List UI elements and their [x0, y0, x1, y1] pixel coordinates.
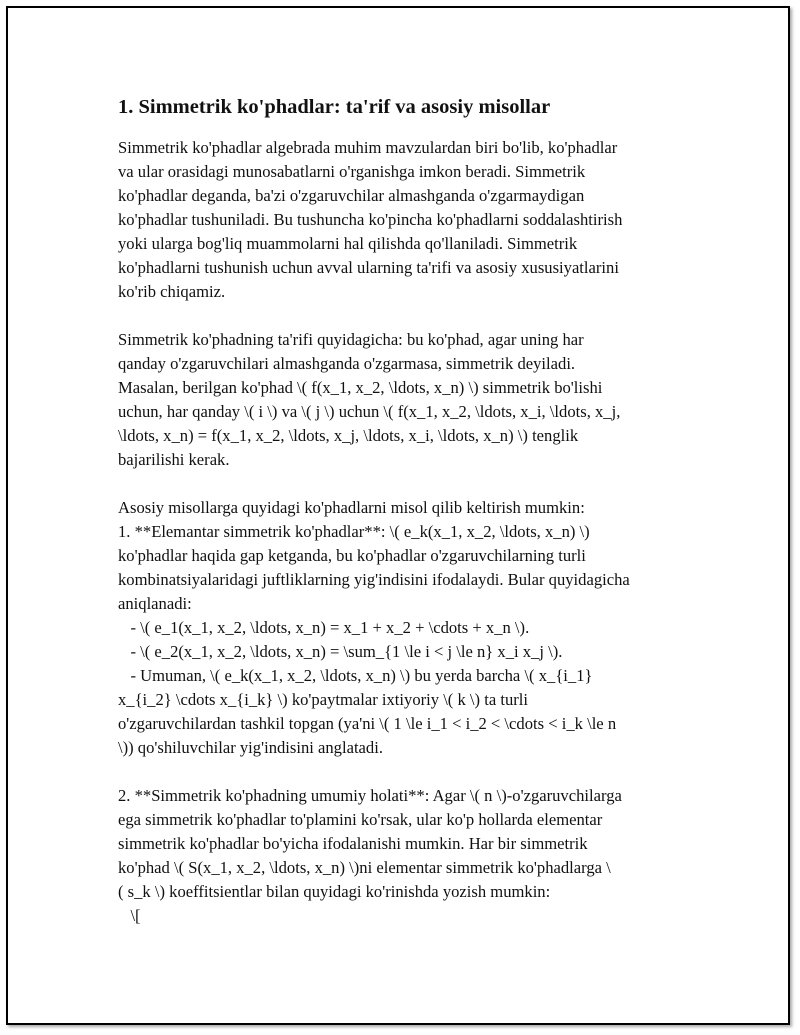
text-line: Simmetrik ko'phadlar algebrada muhim mavzulardan biri bo'lib, ko'phadlar: [118, 138, 618, 157]
text-line: kombinatsiyalaridagi juftliklarning yig'indisini ifodalaydi. Bular quyidagicha: [118, 570, 630, 589]
text-line: aniqlanadi:: [118, 594, 192, 613]
text-line: \[: [118, 906, 141, 925]
text-line: Simmetrik ko'phadning ta'rifi quyidagicha: bu ko'phad, agar uning har: [118, 330, 584, 349]
text-line: - \( e_2(x_1, x_2, \ldots, x_n) = \sum_{1 \le i < j \le n} x_i x_j \).: [118, 642, 563, 661]
paragraph-2: [118, 328, 693, 472]
text-line: ko'rib chiqamiz.: [118, 282, 226, 301]
text-line: ko'phad \( S(x_1, x_2, \ldots, x_n) \)ni elementar simmetrik ko'phadlarga \: [118, 858, 611, 877]
text-line: Masalan, berilgan ko'phad \( f(x_1, x_2, \ldots, x_n) \) simmetrik bo'lishi: [118, 378, 603, 397]
text-line: x_{i_2} \cdots x_{i_k} \) ko'paytmalar ixtiyoriy \( k \) ta turli: [118, 690, 528, 709]
text-line: ega simmetrik ko'phadlar to'plamini ko'rsak, ular ko'p hollarda elementar: [118, 810, 603, 829]
section-title: 1. Simmetrik ko'phadlar: ta'rif va asosiy misollar: [118, 96, 551, 118]
text-line: 1. **Elemantar simmetrik ko'phadlar**: \( e_k(x_1, x_2, \ldots, x_n) \): [118, 522, 590, 541]
document-body: [118, 136, 693, 928]
text-line: ( s_k \) koeffitsientlar bilan quyidagi ko'rinishda yozish mumkin:: [118, 882, 551, 901]
text-line: o'zgaruvchilardan tashkil topgan (ya'ni \( 1 \le i_1 < i_2 < \cdots < i_k \le n: [118, 714, 617, 733]
text-line: - \( e_1(x_1, x_2, \ldots, x_n) = x_1 + x_2 + \cdots + x_n \).: [118, 618, 530, 637]
paragraph-1: [118, 136, 693, 304]
paragraph-4: [118, 784, 693, 928]
text-line: bajarilishi kerak.: [118, 450, 230, 469]
paragraph-3: [118, 496, 693, 760]
text-line: Asosiy misollarga quyidagi ko'phadlarni misol qilib keltirish mumkin:: [118, 498, 585, 517]
text-line: \ldots, x_n) = f(x_1, x_2, \ldots, x_j, \ldots, x_i, \ldots, x_n) \) tenglik: [118, 426, 579, 445]
text-line: - Umuman, \( e_k(x_1, x_2, \ldots, x_n) \) bu yerda barcha \( x_{i_1}: [118, 666, 593, 685]
text-line: ko'phadlar haqida gap ketganda, bu ko'phadlar o'zgaruvchilarning turli: [118, 546, 586, 565]
text-line: simmetrik ko'phadlar bo'yicha ifodalanishi mumkin. Har bir simmetrik: [118, 834, 588, 853]
text-line: qanday o'zgaruvchilari almashganda o'zgarmasa, simmetrik deyiladi.: [118, 354, 576, 373]
text-line: va ular orasidagi munosabatlarni o'rganishga imkon beradi. Simmetrik: [118, 162, 586, 181]
text-line: ko'phadlarni tushunish uchun avval ularning ta'rifi va asosiy xususiyatlarini: [118, 258, 619, 277]
text-line: yoki ularga bog'liq muammolarni hal qilishda qo'llaniladi. Simmetrik: [118, 234, 578, 253]
text-line: ko'phadlar deganda, ba'zi o'zgaruvchilar almashganda o'zgarmaydigan: [118, 186, 585, 205]
text-line: \)) qo'shiluvchilar yig'indisini anglatadi.: [118, 738, 383, 757]
text-line: uchun, har qanday \( i \) va \( j \) uchun \( f(x_1, x_2, \ldots, x_i, \ldots, x_j,: [118, 402, 621, 421]
text-line: 2. **Simmetrik ko'phadning umumiy holati**: Agar \( n \)-o'zgaruvchilarga: [118, 786, 622, 805]
text-line: ko'phadlar tushuniladi. Bu tushuncha ko'pincha ko'phadlarni soddalashtirish: [118, 210, 623, 229]
document-content: [118, 93, 693, 952]
